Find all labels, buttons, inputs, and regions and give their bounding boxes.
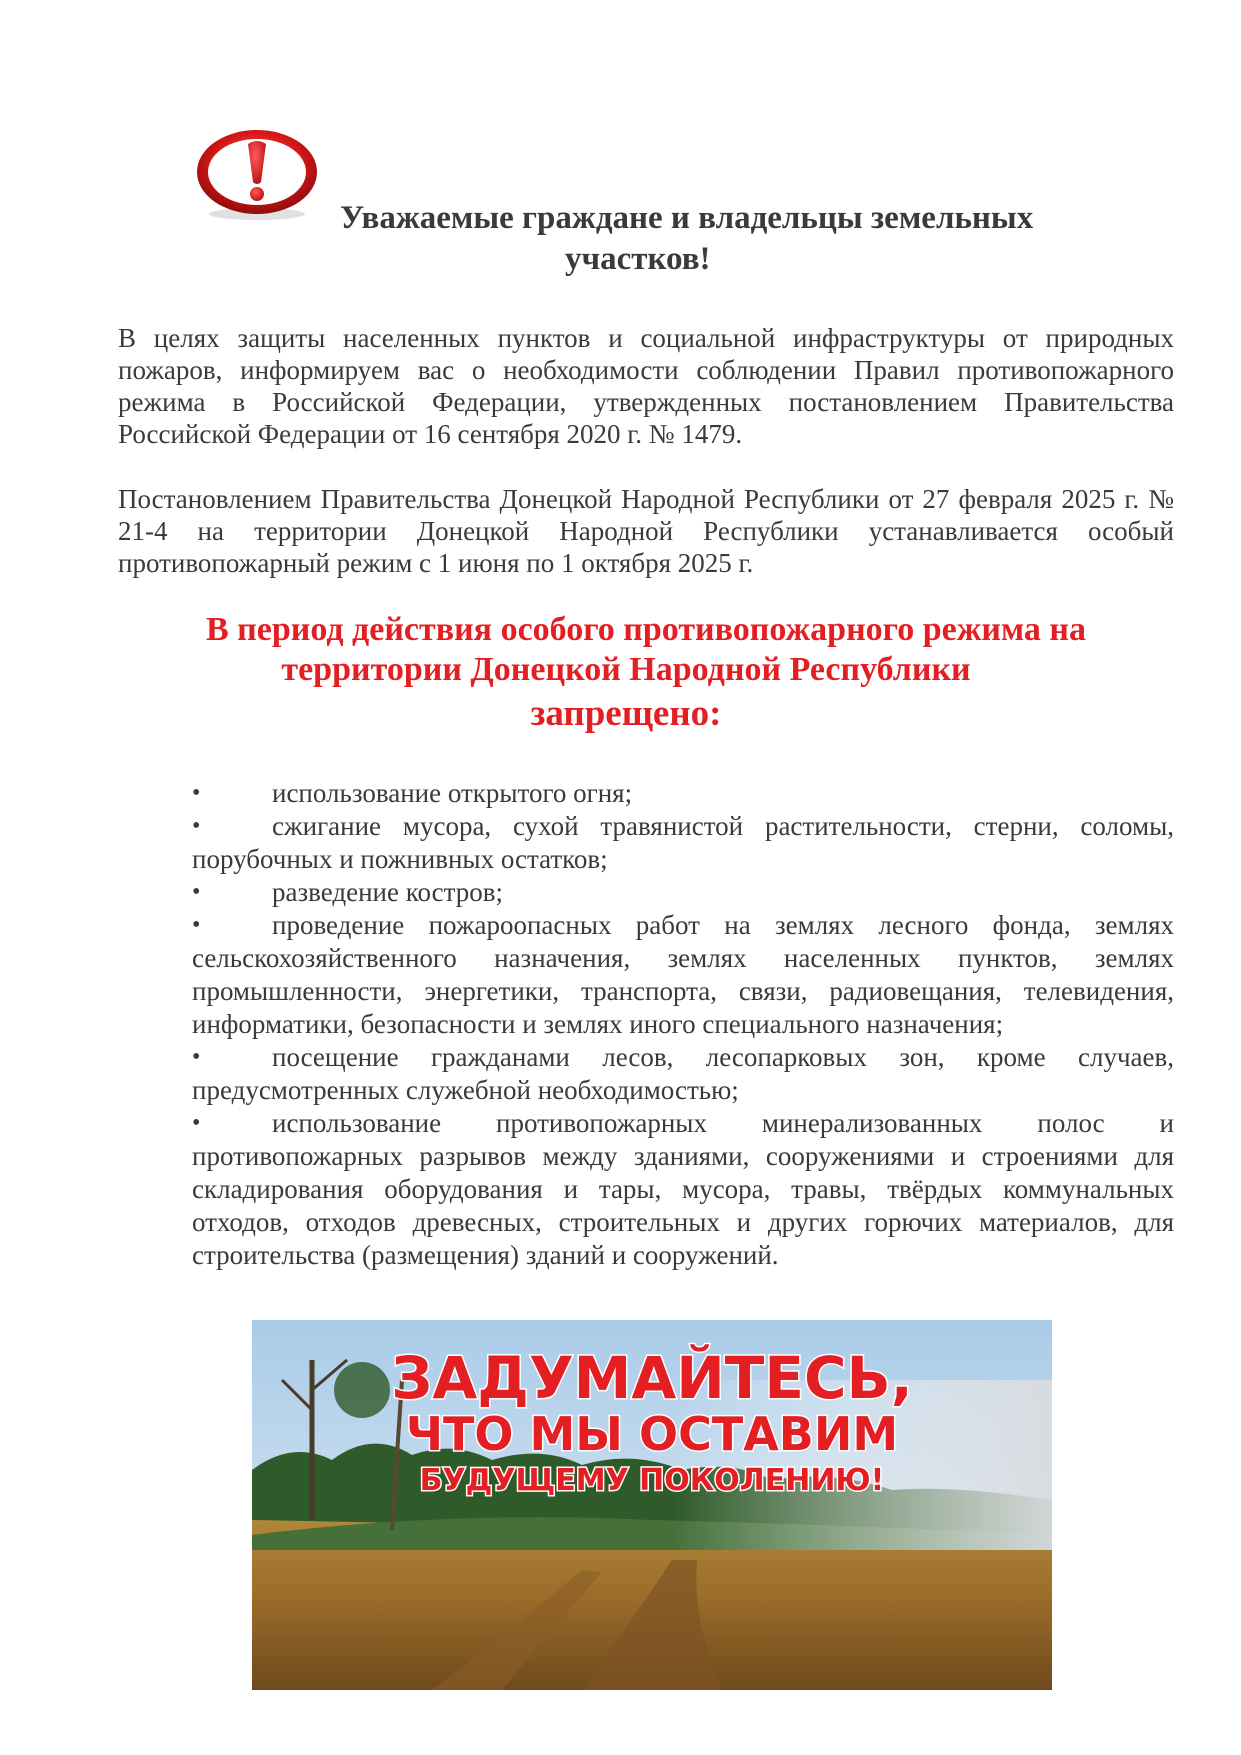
heading-line-1: В период действия особого противопожарного режима на <box>205 611 1087 648</box>
bullet-icon: • <box>192 1110 201 1136</box>
decree-paragraph: Постановлением Правительства Донецкой Народной Республики от 27 февраля 2025 г. № 21-4 на территории Донецкой Народной Республики устанавливается особый противопожарный режим с 1 июня по 1 октября 2025 г. <box>118 484 1174 578</box>
heading-line-2: территории Донецкой Народной Республики <box>281 651 971 688</box>
list-item: • разведение костров; <box>192 877 504 907</box>
bullet-icon: • <box>192 912 201 938</box>
banner-line-3: БУДУЩЕМУ ПОКОЛЕНИЮ! <box>419 1463 885 1498</box>
list-item: • использование противопожарных минерализованных полос и противопожарных разрывов между зданиями, сооружениями и строениями для складирования оборудования и тары, мусора, травы, твёрдых коммунальных отходов, отходов древесных, строительных и других горючих материалов, для строительства (размещения) зданий и сооружений. <box>192 1108 1174 1270</box>
prohibition-heading <box>118 610 1174 738</box>
intro-paragraph: В целях защиты населенных пунктов и социальной инфраструктуры от природных пожаров, информируем вас о необходимости соблюдении Правил противопожарного режима в Российской Федерации, утвержденных постановлением Правительства Российской Федерации от 16 сентября 2020 г. № 1479. <box>118 323 1174 449</box>
list-item: • посещение гражданами лесов, лесопарковых зон, кроме случаев, предусмотренных служебной необходимостью; <box>192 1042 1174 1105</box>
banner-line-1: ЗАДУМАЙТЕСЬ, <box>391 1344 913 1412</box>
bullet-icon: • <box>192 780 201 806</box>
bullet-icon: • <box>192 879 201 905</box>
list-item: • сжигание мусора, сухой травянистой растительности, стерни, соломы, порубочных и пожнивных остатков; <box>192 811 1174 874</box>
prohibitions-list <box>192 777 1174 1272</box>
title-line-1: Уважаемые граждане и владельцы земельных <box>340 200 1034 236</box>
list-item: • использование открытого огня; <box>192 778 633 808</box>
page-title <box>300 198 1130 280</box>
fire-warning-banner <box>252 1320 1052 1690</box>
bullet-icon: • <box>192 813 201 839</box>
list-item: • проведение пожароопасных работ на землях лесного фонда, землях сельскохозяйственного назначения, землях населенных пунктов, землях промышленности, энергетики, транспорта, связи, радиовещания, телевидения, информатики, безопасности и землях иного специального назначения; <box>192 910 1174 1039</box>
title-line-2: участков! <box>565 241 711 277</box>
bullet-icon: • <box>192 1044 201 1070</box>
heading-line-3: запрещено: <box>530 693 722 734</box>
banner-line-2: ЧТО МЫ ОСТАВИМ <box>405 1407 899 1461</box>
